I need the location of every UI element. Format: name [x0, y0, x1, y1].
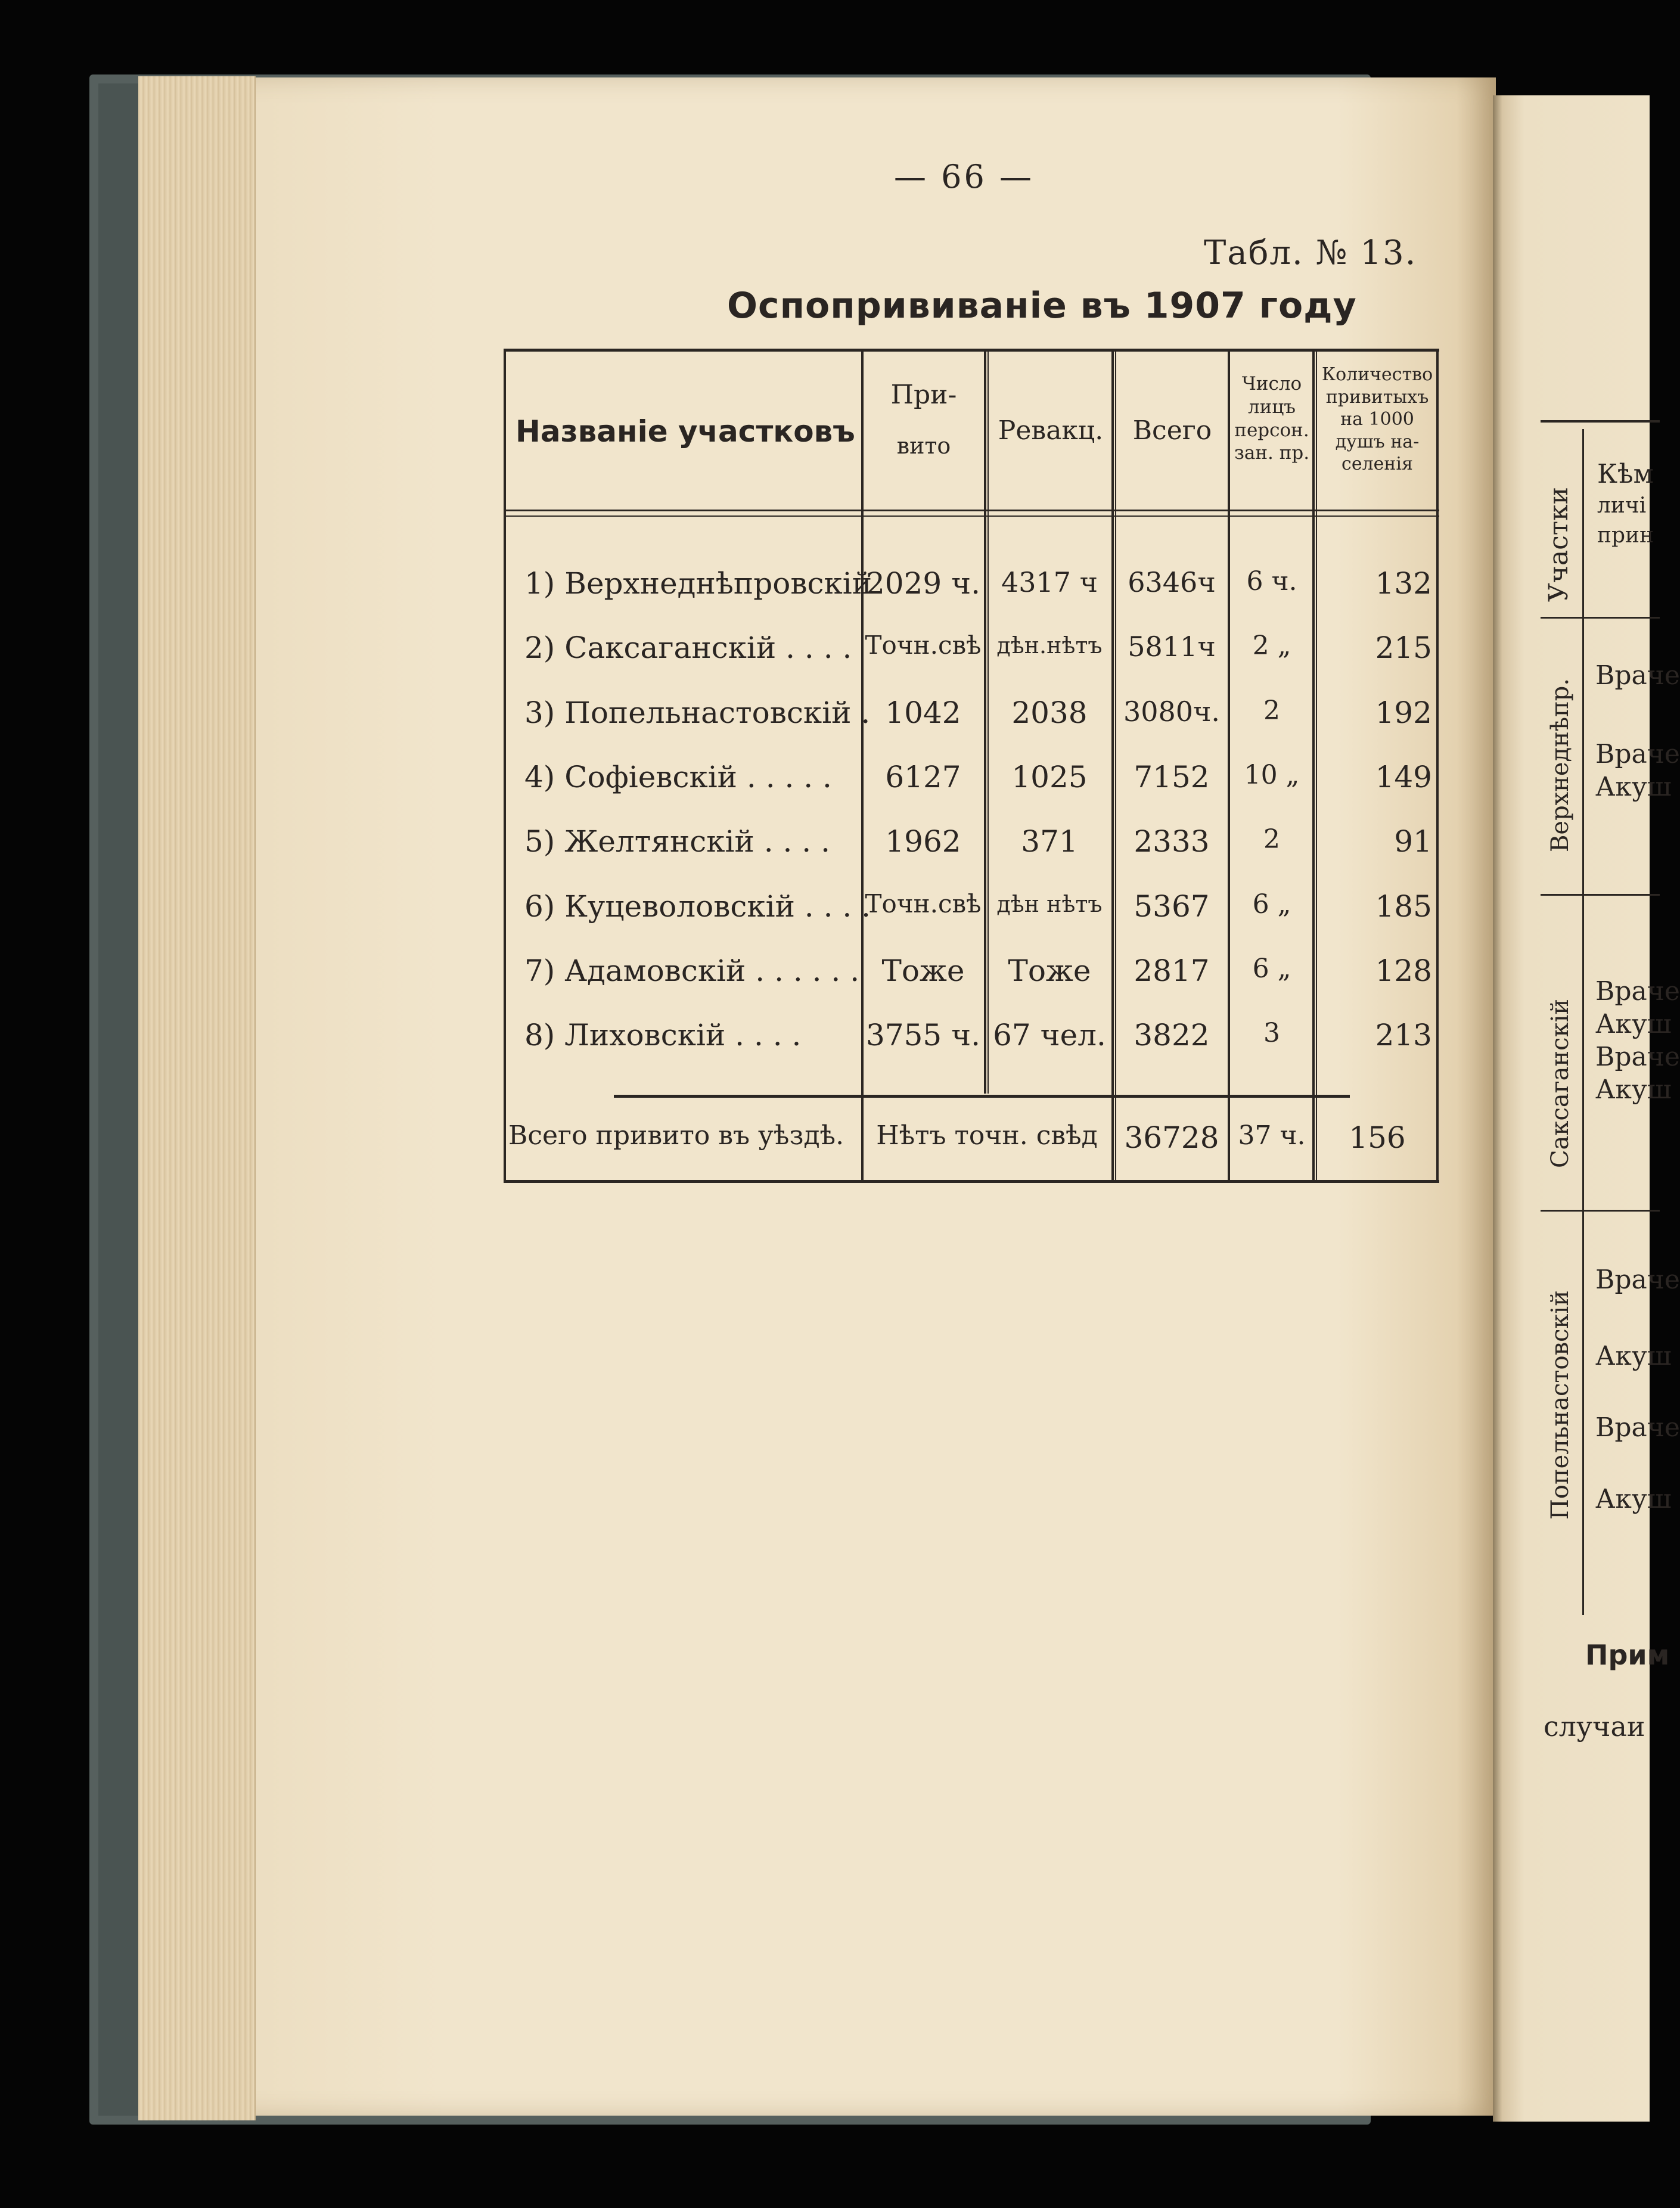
- header-kol-l4: душъ на-: [1335, 431, 1420, 452]
- row-privito: Точн.свѣ: [865, 889, 982, 918]
- table-bottom-rule: [504, 1180, 1439, 1183]
- row-revakc: 1025: [1011, 760, 1088, 794]
- header-kol-l1: Количество: [1321, 364, 1433, 385]
- header-name: Названіе участковъ: [516, 414, 855, 449]
- row-chislo: 6 ч.: [1246, 566, 1297, 597]
- right-line: Враче: [1595, 1265, 1680, 1295]
- row-name: 2) Саксаганскій . . . .: [524, 631, 852, 665]
- row-kol: 91: [1394, 824, 1432, 859]
- right-head-line: личі: [1597, 493, 1647, 518]
- row-name: 7) Адамовскій . . . . . .: [524, 954, 860, 988]
- total-vsego: 36728: [1124, 1120, 1219, 1155]
- row-chislo: 2: [1263, 695, 1280, 726]
- row-kol: 149: [1375, 760, 1432, 794]
- table-top-rule: [504, 349, 1439, 352]
- right-line: Враче: [1595, 660, 1680, 691]
- right-head-line: прин: [1597, 523, 1654, 548]
- row-privito: Тоже: [881, 954, 965, 988]
- row-revakc: 2038: [1011, 695, 1088, 730]
- row-revakc: 4317 ч: [1001, 566, 1098, 598]
- header-rule-double: [504, 515, 1439, 517]
- row-kol: 185: [1375, 889, 1432, 924]
- right-line: Акуш: [1595, 1341, 1672, 1371]
- header-chislo-l1: Число: [1241, 373, 1302, 395]
- right-line: Акуш: [1595, 772, 1672, 802]
- right-line: Враче: [1595, 1042, 1680, 1072]
- header-vsego: Всего: [1132, 415, 1212, 446]
- col-rule: [1111, 352, 1114, 1180]
- row-revakc: 371: [1021, 824, 1078, 859]
- col-rule: [1115, 352, 1116, 1180]
- right-bottom-bold: Прим: [1585, 1639, 1670, 1671]
- row-revakc: 67 чел.: [993, 1018, 1106, 1052]
- right-page-rule: [1541, 894, 1660, 896]
- right-page: [1493, 95, 1680, 2122]
- row-revakc: дѣн.нѣтъ: [996, 632, 1103, 659]
- row-kol: 128: [1375, 954, 1432, 988]
- total-privito-revakc: Нѣтъ точн. свѣд: [876, 1120, 1098, 1151]
- row-kol: 132: [1375, 566, 1432, 601]
- right-page-rule: [1541, 420, 1660, 423]
- header-kolichestvo: [1318, 364, 1437, 476]
- row-privito: Точн.свѣ: [865, 631, 982, 660]
- header-chislo: [1231, 372, 1313, 465]
- header-kol-l2: привитыхъ: [1325, 386, 1429, 408]
- header-revakc: Ревакц.: [998, 415, 1104, 446]
- header-rule: [504, 510, 1439, 511]
- row-privito: 6127: [885, 760, 961, 794]
- row-vsego: 3080ч.: [1123, 695, 1221, 728]
- header-kol-l3: на 1000: [1340, 409, 1414, 430]
- col-rule: [1316, 352, 1317, 1180]
- vaccination-table: [504, 349, 1439, 1183]
- page-edges: [138, 76, 256, 2120]
- right-line: Враче: [1595, 739, 1680, 769]
- row-name: 6) Куцеволовскій . . . .: [524, 889, 871, 924]
- table-reference: Табл. № 13.: [1204, 234, 1417, 272]
- header-kol-l5: селенія: [1341, 454, 1413, 474]
- row-vsego: 6346ч: [1128, 566, 1216, 598]
- row-vsego: 5811ч: [1128, 631, 1216, 663]
- row-vsego: 3822: [1134, 1018, 1210, 1052]
- header-chislo-l4: зан. пр.: [1234, 442, 1310, 464]
- row-name: 5) Желтянскій . . . .: [524, 824, 830, 859]
- col-rule: [1436, 352, 1439, 1180]
- row-kol: 192: [1375, 695, 1432, 730]
- row-vsego: 7152: [1134, 760, 1210, 794]
- row-chislo: 10 „: [1244, 760, 1300, 790]
- page-number: — 66 —: [894, 158, 1035, 195]
- header-privito-line2: вито: [896, 433, 951, 459]
- right-section-label: Попельнастовскій: [1547, 1290, 1574, 1520]
- row-privito: 3755 ч.: [865, 1018, 981, 1052]
- right-page-col-rule: [1582, 429, 1584, 1615]
- row-name: 8) Лиховскій . . . .: [524, 1018, 802, 1052]
- right-line: Акуш: [1595, 1009, 1672, 1039]
- row-vsego: 2817: [1134, 954, 1210, 988]
- total-rule: [614, 1095, 1350, 1098]
- row-chislo: 2 „: [1252, 631, 1291, 661]
- right-bottom-text: случаи: [1544, 1710, 1645, 1743]
- right-page-rule: [1541, 1210, 1660, 1212]
- right-line: Враче: [1595, 1412, 1680, 1443]
- header-chislo-l2: лицъ: [1247, 396, 1296, 418]
- header-privito: [867, 378, 980, 461]
- row-chislo: 6 „: [1252, 954, 1291, 984]
- row-chislo: 6 „: [1252, 889, 1291, 920]
- right-line: Акуш: [1595, 1484, 1672, 1514]
- row-name: 4) Софіевскій . . . . .: [524, 760, 832, 794]
- row-vsego: 5367: [1134, 889, 1210, 924]
- col-rule: [1228, 352, 1230, 1180]
- total-label: Всего привито въ уѣздѣ.: [508, 1120, 844, 1151]
- right-line: Акуш: [1595, 1075, 1672, 1105]
- row-privito: 1962: [885, 824, 961, 859]
- row-vsego: 2333: [1134, 824, 1210, 859]
- row-name: 1) Верхнеднѣпровскій: [524, 566, 872, 601]
- total-kol: 156: [1349, 1120, 1406, 1155]
- col-rule: [984, 352, 986, 1094]
- right-col-header: Участки: [1544, 487, 1574, 602]
- row-kol: 213: [1375, 1018, 1432, 1052]
- right-section-label: Верхнеднѣпр.: [1547, 678, 1574, 852]
- row-revakc: Тоже: [1008, 954, 1091, 988]
- header-chislo-l3: персон.: [1234, 419, 1309, 441]
- row-chislo: 2: [1263, 824, 1280, 855]
- table-title: Оспопрививаніе въ 1907 году: [727, 285, 1357, 327]
- row-privito: 1042: [885, 695, 961, 730]
- row-chislo: 3: [1263, 1018, 1280, 1048]
- right-head-line: Кѣм: [1597, 459, 1654, 489]
- row-name: 3) Попельнастовскій .: [524, 695, 871, 730]
- col-rule: [504, 352, 506, 1180]
- right-page-rule: [1541, 617, 1660, 619]
- right-line: Враче: [1595, 976, 1680, 1007]
- header-privito-line1: При-: [890, 380, 957, 410]
- total-chislo: 37 ч.: [1238, 1120, 1306, 1151]
- row-revakc: дѣн нѣтъ: [996, 891, 1103, 917]
- row-kol: 215: [1375, 631, 1432, 665]
- row-privito: 2029 ч.: [865, 566, 981, 601]
- right-section-label: Саксаганскій: [1547, 998, 1574, 1168]
